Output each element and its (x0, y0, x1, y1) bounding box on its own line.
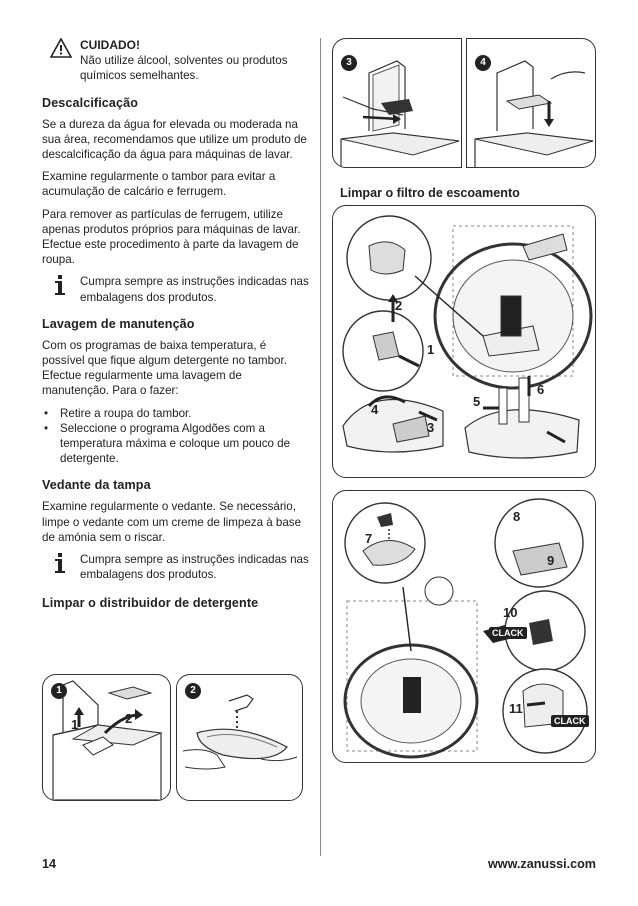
descaling-info-notice (42, 274, 310, 304)
descaling-info-text: Cumpra sempre as instruções indicadas nas embalagens dos produtos. (80, 275, 309, 304)
step-badge: 2 (185, 683, 201, 699)
maintenance-bullet: • Seleccione o programa Algodões com a temperatura máxima e coloque um pouco de detergente. (42, 421, 310, 467)
left-column (42, 38, 310, 617)
info-icon (50, 552, 70, 579)
step-label: 1 (71, 717, 79, 732)
dispenser-figure-3 (332, 38, 462, 168)
maintenance-p1: Com os programas de baixa temperatura, é possível que fique algum detergente no tambor. Efectue regularmente uma lavagem de manutenção. Para o fazer: (42, 338, 287, 398)
maintenance-list (42, 406, 310, 467)
descaling-p2: Examine regularmente o tambor para evitar a acumulação de calcário e ferrugem. (42, 170, 276, 199)
step-badge: 4 (475, 55, 491, 71)
dispenser-heading: Limpar o distribuidor de detergente (42, 596, 259, 611)
maintenance-bullet: • Retire a roupa do tambor. (42, 406, 310, 421)
column-divider (320, 38, 321, 856)
seal-info-text: Cumpra sempre as instruções indicadas nas embalagens dos produtos. (80, 553, 309, 582)
descaling-p1: Se a dureza da água for elevada ou moderada na sua área, recomendamos que utilize um produto de descalcificação da água para máquinas de lavar. (42, 117, 307, 162)
step-label: 4 (371, 402, 379, 417)
step-label: 5 (473, 394, 481, 409)
dispenser-figure-4 (466, 38, 596, 168)
descaling-heading: Descalcificação (42, 95, 139, 110)
page-number: 14 (42, 857, 57, 871)
clack-label: CLACK (489, 627, 527, 639)
dispenser-figure-2 (176, 674, 303, 801)
step-label: 9 (547, 553, 555, 568)
maintenance-heading: Lavagem de manutenção (42, 316, 195, 331)
caution-notice (42, 38, 310, 84)
warning-icon (50, 38, 72, 63)
clack-label: CLACK (551, 715, 589, 727)
step-badge: 3 (341, 55, 357, 71)
step-label: 11 (509, 701, 523, 716)
drain-filter-removal-illustration (333, 206, 596, 478)
seal-heading: Vedante da tampa (42, 478, 151, 493)
drain-filter-heading: Limpar o filtro de escoamento (340, 186, 520, 200)
drain-filter-figure-a (332, 205, 596, 478)
step-label: 10 (503, 605, 518, 620)
drain-filter-figure-b (332, 490, 596, 763)
step-label: 3 (427, 420, 435, 435)
seal-p1: Examine regularmente o vedante. Se necessário, limpe o vedante com um creme de limpeza à base de amónia sem o riscar. (42, 500, 302, 544)
dispenser-figure-1 (42, 674, 171, 801)
info-icon (50, 274, 70, 301)
step-label: 1 (427, 342, 435, 357)
step-label: 7 (365, 531, 373, 546)
step-label: 2 (395, 298, 403, 313)
caution-title: CUIDADO! (80, 38, 140, 52)
descaling-p3: Para remover as partículas de ferrugem, utilize apenas produtos próprios para máquinas de lavar. Efectue este procedimento à parte da lavagem de roupa. (42, 207, 301, 267)
step-label: 6 (537, 382, 545, 397)
step-label: 2 (125, 711, 133, 726)
footer-url: www.zanussi.com (487, 857, 596, 871)
step-badge: 1 (51, 683, 67, 699)
seal-info-notice (42, 552, 310, 582)
step-label: 8 (513, 509, 521, 524)
caution-text: Não utilize álcool, solventes ou produtos químicos semelhantes. (80, 54, 288, 83)
